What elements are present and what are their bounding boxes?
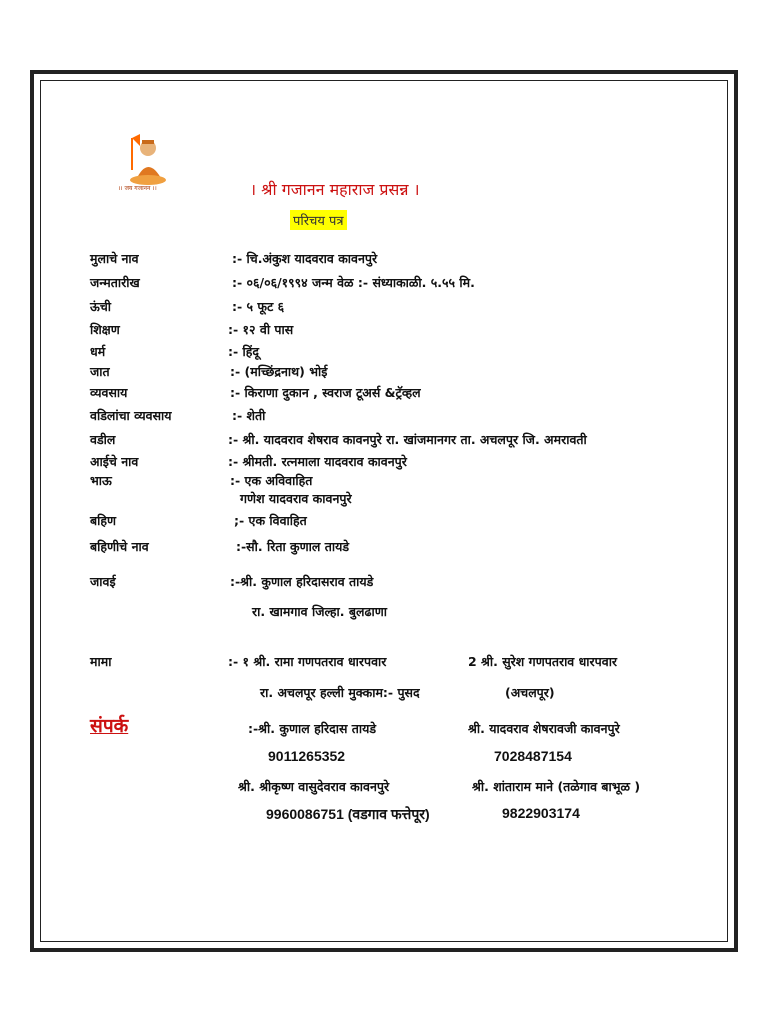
uncle-value-2: 2 श्री. सुरेश गणपतराव धारपवार	[468, 654, 618, 669]
height-label: ऊंची	[90, 299, 111, 314]
logo-caption: ।। जय गजानन ।।	[118, 185, 157, 192]
contact-2-name: श्री. यादवराव शेषरावजी कावनपुरे	[468, 721, 620, 736]
brother-value: :- एक अविवाहित	[230, 473, 313, 488]
contact-3-name: श्री. श्रीकृष्ण वासुदेवराव कावनपुरे	[238, 779, 390, 794]
uncle-address-2: (अचलपूर)	[505, 685, 555, 700]
contact-heading: संपर्क	[90, 715, 129, 737]
name-label: मुलाचे नाव	[90, 251, 139, 266]
dob-value: :- ०६/०६/१९९४ जन्म वेळ :- संध्याकाळी. ५.५५ मि.	[232, 275, 475, 290]
occupation-value: :- किराणा दुकान , स्वराज टूअर्स &ट्रॅव्हल	[230, 385, 421, 400]
sister-value: ;- एक विवाहित	[234, 513, 307, 528]
brother-in-law-label: जावई	[90, 574, 116, 589]
dob-label: जन्मतारीख	[90, 275, 140, 290]
sister-label: बहिण	[90, 513, 117, 528]
caste-value: :- (मच्छिंद्रनाथ) भोई	[230, 364, 328, 379]
uncle-value-1: :- १ श्री. रामा गणपतराव धारपवार	[228, 654, 387, 669]
height-value: :- ५ फूट ६	[232, 299, 285, 314]
brother-in-law-value: :-श्री. कुणाल हरिदासराव तायडे	[230, 574, 374, 589]
contact-1-name: :-श्री. कुणाल हरिदास तायडे	[248, 721, 377, 736]
uncle-address: रा. अचलपूर हल्ली मुक्काम:- पुसद	[260, 685, 420, 700]
mother-label: आईचे नाव	[90, 454, 139, 469]
caste-label: जात	[90, 364, 110, 379]
father-occupation-label: वडिलांचा व्यवसाय	[90, 408, 172, 423]
education-value: :- १२ वी पास	[228, 322, 294, 337]
occupation-label: व्यवसाय	[90, 385, 128, 400]
contact-3-phone[interactable]: 9960086751 (वडगाव फत्तेपूर)	[266, 806, 430, 822]
page-title: । श्री गजानन महाराज प्रसन्न ।	[250, 180, 420, 199]
contact-1-phone[interactable]: 9011265352	[268, 748, 346, 764]
uncle-label: मामा	[90, 654, 112, 669]
sister-name-value: :-सौ. रिता कुणाल तायडे	[236, 539, 350, 554]
religion-value: :- हिंदू	[228, 344, 260, 359]
contact-2-phone[interactable]: 7028487154	[494, 748, 572, 764]
father-occupation-value: :- शेती	[232, 408, 266, 423]
religion-label: धर्म	[90, 344, 106, 359]
page-subtitle: परिचय पत्र	[290, 210, 347, 230]
contact-4-name: श्री. शांताराम माने (तळेगाव बाभूळ )	[472, 779, 641, 794]
father-value: :- श्री. यादवराव शेषराव कावनपुरे रा. खांजमानगर ता. अचलपूर जि. अमरावती	[228, 432, 587, 447]
name-value: :- चि.अंकुश यादवराव कावनपुरे	[232, 251, 378, 266]
brother-in-law-address: रा. खामगाव जिल्हा. बुलढाणा	[252, 604, 388, 619]
contact-4-phone[interactable]: 9822903174	[502, 805, 580, 821]
sister-name-label: बहिणीचे नाव	[90, 539, 149, 554]
brother-label: भाऊ	[90, 473, 112, 488]
mother-value: :- श्रीमती. रत्नमाला यादवराव कावनपुरे	[228, 454, 407, 469]
father-label: वडील	[90, 432, 116, 447]
brother-name: गणेश यादवराव कावनपुरे	[240, 491, 352, 506]
education-label: शिक्षण	[90, 322, 120, 337]
